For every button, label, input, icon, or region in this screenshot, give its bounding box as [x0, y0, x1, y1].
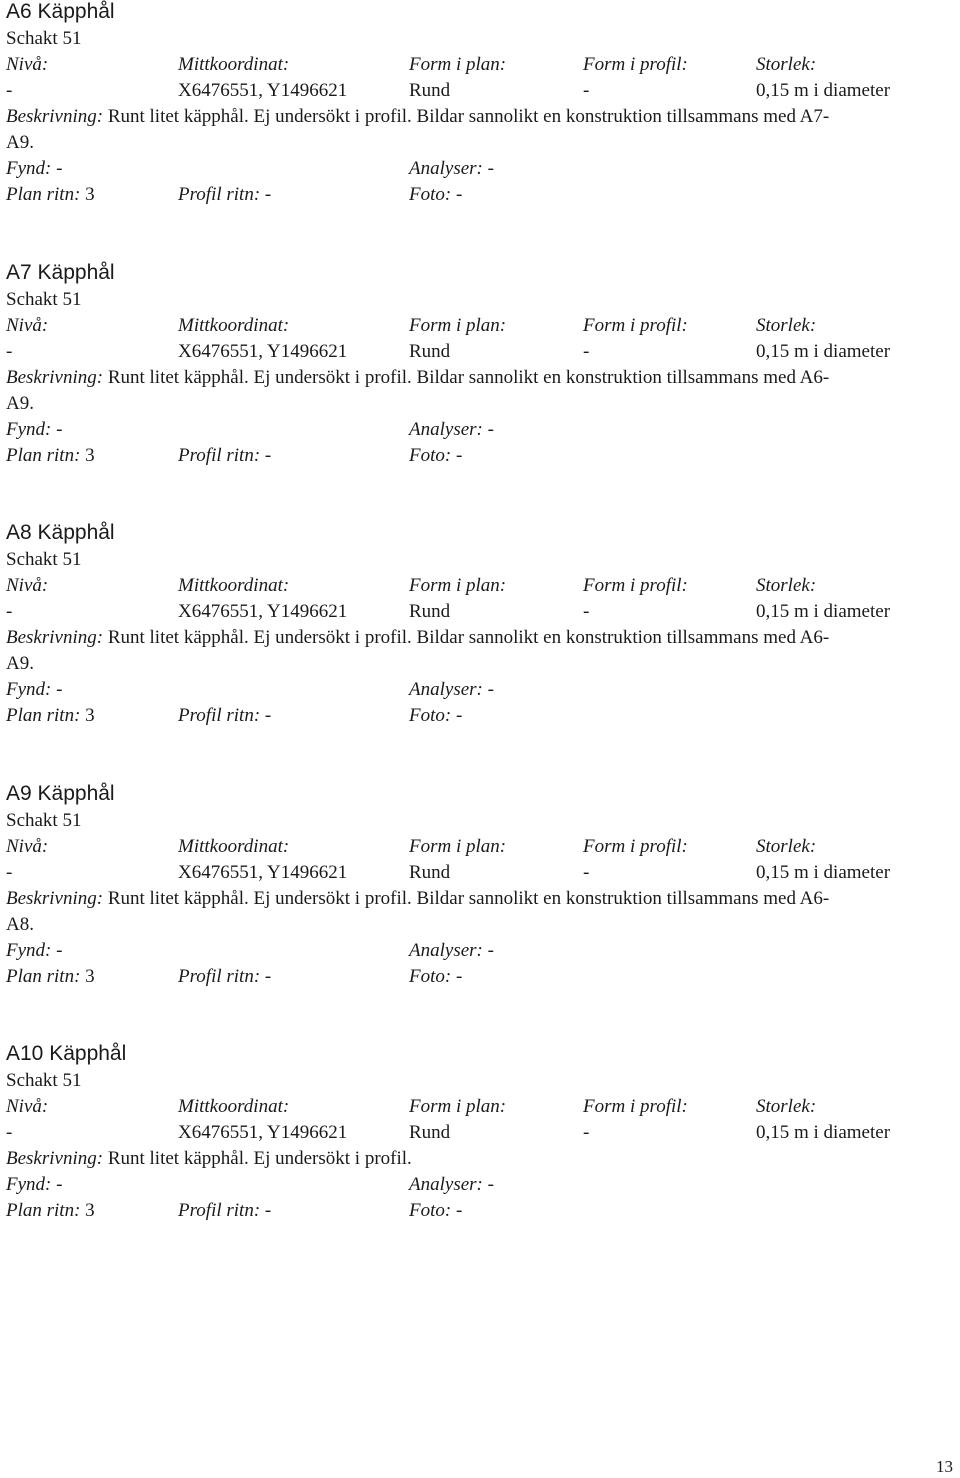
plan-drawing-field [6, 964, 95, 990]
description-text: Runt litet käpphål. Ej undersökt i profil. Bildar sannolikt en konstruktion tillsammans med A6- [107, 627, 830, 648]
profile-form-label: Form i profil: [583, 575, 688, 596]
coordinate-label: Mittkoordinat: [178, 836, 290, 857]
description-text: Runt litet käpphål. Ej undersökt i profil. Bildar sannolikt en konstruktion tillsammans med A7- [107, 106, 830, 127]
profile-drawing-field [178, 1198, 271, 1224]
description-continuation [6, 130, 34, 156]
profile-drawing-value: - [264, 705, 272, 726]
photo-field [409, 964, 462, 990]
finds-value: - [56, 1174, 63, 1195]
photo-label: Foto: [409, 184, 452, 205]
size-value: 0,15 m i diameter [756, 862, 891, 883]
analyses-value: - [487, 940, 494, 961]
plan-drawing-label: Plan ritn: [6, 1200, 81, 1221]
level-label: Nivå: [6, 1096, 49, 1117]
coordinate-value: X6476551, Y1496621 [178, 341, 348, 362]
analyses-field [409, 677, 494, 703]
size-value: 0,15 m i diameter [756, 1122, 891, 1143]
finds-field [6, 938, 62, 964]
profile-drawing-value: - [264, 445, 272, 466]
finds-label: Fynd: [6, 679, 52, 700]
profile-drawing-label: Profil ritn: [178, 1200, 261, 1221]
description-label: Beskrivning: [6, 106, 104, 127]
plan-form-label: Form i plan: [409, 575, 507, 596]
level-value: - [6, 862, 13, 883]
finds-field [6, 677, 62, 703]
coordinate-label: Mittkoordinat: [178, 315, 290, 336]
trench-label: Schakt 51 [6, 549, 82, 570]
level-value: - [6, 341, 13, 362]
trench-line [6, 547, 81, 573]
plan-drawing-field [6, 1198, 95, 1224]
plan-drawing-label: Plan ritn: [6, 966, 81, 987]
photo-value: - [455, 445, 463, 466]
feature-title: A9 Käpphål [6, 782, 115, 805]
feature-title: A8 Käpphål [6, 521, 115, 544]
profile-drawing-value: - [264, 1200, 272, 1221]
description-continuation [6, 912, 34, 938]
coordinate-value: X6476551, Y1496621 [178, 1122, 348, 1143]
profile-form-value: - [583, 80, 590, 101]
profile-drawing-label: Profil ritn: [178, 966, 261, 987]
profile-drawing-label: Profil ritn: [178, 705, 261, 726]
plan-form-value: Rund [409, 601, 451, 622]
coordinate-value: X6476551, Y1496621 [178, 80, 348, 101]
size-label: Storlek: [756, 575, 817, 596]
analyses-field [409, 938, 494, 964]
trench-line [6, 287, 81, 313]
coordinate-label: Mittkoordinat: [178, 575, 290, 596]
profile-drawing-field [178, 964, 271, 990]
description-label: Beskrivning: [6, 627, 104, 648]
size-value: 0,15 m i diameter [756, 80, 891, 101]
plan-form-value: Rund [409, 1122, 451, 1143]
size-label: Storlek: [756, 315, 817, 336]
analyses-label: Analyser: [409, 1174, 483, 1195]
description-line [6, 886, 829, 912]
trench-label: Schakt 51 [6, 810, 82, 831]
size-value: 0,15 m i diameter [756, 601, 891, 622]
level-value: - [6, 601, 13, 622]
analyses-label: Analyser: [409, 158, 483, 179]
photo-value: - [455, 1200, 463, 1221]
description-line [6, 365, 829, 391]
photo-value: - [455, 966, 463, 987]
trench-label: Schakt 51 [6, 289, 82, 310]
analyses-label: Analyser: [409, 419, 483, 440]
photo-field [409, 703, 462, 729]
plan-form-label: Form i plan: [409, 1096, 507, 1117]
plan-drawing-label: Plan ritn: [6, 705, 81, 726]
description-line [6, 1146, 412, 1172]
plan-drawing-value: 3 [85, 1200, 95, 1221]
description-text-continued: A9. [6, 393, 34, 414]
profile-drawing-value: - [264, 184, 272, 205]
page-number: 13 [936, 1457, 953, 1476]
plan-form-value: Rund [409, 80, 451, 101]
finds-label: Fynd: [6, 940, 52, 961]
trench-label: Schakt 51 [6, 28, 82, 49]
plan-form-value: Rund [409, 341, 451, 362]
analyses-value: - [487, 158, 494, 179]
plan-form-label: Form i plan: [409, 54, 507, 75]
analyses-value: - [487, 1174, 494, 1195]
plan-form-label: Form i plan: [409, 836, 507, 857]
profile-form-label: Form i profil: [583, 315, 688, 336]
profile-form-value: - [583, 1122, 590, 1143]
finds-value: - [56, 679, 63, 700]
profile-form-label: Form i profil: [583, 836, 688, 857]
description-continuation [6, 651, 34, 677]
profile-drawing-field [178, 443, 271, 469]
feature-title: A10 Käpphål [6, 1042, 127, 1065]
analyses-field [409, 417, 494, 443]
coordinate-value: X6476551, Y1496621 [178, 862, 348, 883]
finds-field [6, 156, 62, 182]
coordinate-value: X6476551, Y1496621 [178, 601, 348, 622]
photo-label: Foto: [409, 1200, 452, 1221]
profile-drawing-field [178, 182, 271, 208]
description-text-continued: A9. [6, 132, 34, 153]
finds-label: Fynd: [6, 158, 52, 179]
profile-form-value: - [583, 601, 590, 622]
photo-field [409, 443, 462, 469]
plan-drawing-label: Plan ritn: [6, 184, 81, 205]
description-text-continued: A8. [6, 914, 34, 935]
plan-form-value: Rund [409, 862, 451, 883]
size-label: Storlek: [756, 836, 817, 857]
profile-form-value: - [583, 341, 590, 362]
description-label: Beskrivning: [6, 1148, 104, 1169]
trench-label: Schakt 51 [6, 1070, 82, 1091]
size-value: 0,15 m i diameter [756, 341, 891, 362]
photo-field [409, 1198, 462, 1224]
plan-drawing-value: 3 [85, 705, 95, 726]
plan-drawing-field [6, 182, 95, 208]
profile-drawing-value: - [264, 966, 272, 987]
analyses-label: Analyser: [409, 679, 483, 700]
finds-value: - [56, 158, 63, 179]
finds-label: Fynd: [6, 1174, 52, 1195]
analyses-value: - [487, 679, 494, 700]
finds-value: - [56, 419, 63, 440]
description-text-continued: A9. [6, 653, 34, 674]
photo-label: Foto: [409, 445, 452, 466]
analyses-field [409, 1172, 494, 1198]
level-value: - [6, 1122, 13, 1143]
level-label: Nivå: [6, 54, 49, 75]
feature-title: A7 Käpphål [6, 261, 115, 284]
plan-drawing-field [6, 703, 95, 729]
finds-field [6, 1172, 62, 1198]
plan-drawing-value: 3 [85, 966, 95, 987]
trench-line [6, 26, 81, 52]
description-label: Beskrivning: [6, 367, 104, 388]
profile-form-label: Form i profil: [583, 1096, 688, 1117]
description-label: Beskrivning: [6, 888, 104, 909]
photo-label: Foto: [409, 705, 452, 726]
photo-label: Foto: [409, 966, 452, 987]
description-continuation [6, 391, 34, 417]
analyses-field [409, 156, 494, 182]
description-text: Runt litet käpphål. Ej undersökt i profil. [107, 1148, 412, 1169]
profile-form-value: - [583, 862, 590, 883]
description-text: Runt litet käpphål. Ej undersökt i profil. Bildar sannolikt en konstruktion tillsammans med A6- [107, 367, 830, 388]
trench-line [6, 1068, 81, 1094]
analyses-label: Analyser: [409, 940, 483, 961]
plan-drawing-label: Plan ritn: [6, 445, 81, 466]
coordinate-label: Mittkoordinat: [178, 1096, 290, 1117]
description-text: Runt litet käpphål. Ej undersökt i profil. Bildar sannolikt en konstruktion tillsammans med A6- [107, 888, 830, 909]
level-label: Nivå: [6, 575, 49, 596]
finds-value: - [56, 940, 63, 961]
size-label: Storlek: [756, 54, 817, 75]
feature-title: A6 Käpphål [6, 0, 115, 23]
description-line [6, 104, 829, 130]
photo-value: - [455, 184, 463, 205]
finds-field [6, 417, 62, 443]
photo-value: - [455, 705, 463, 726]
plan-form-label: Form i plan: [409, 315, 507, 336]
profile-form-label: Form i profil: [583, 54, 688, 75]
finds-label: Fynd: [6, 419, 52, 440]
photo-field [409, 182, 462, 208]
level-label: Nivå: [6, 836, 49, 857]
size-label: Storlek: [756, 1096, 817, 1117]
plan-drawing-field [6, 443, 95, 469]
level-label: Nivå: [6, 315, 49, 336]
level-value: - [6, 80, 13, 101]
profile-drawing-label: Profil ritn: [178, 184, 261, 205]
plan-drawing-value: 3 [85, 184, 95, 205]
description-line [6, 625, 829, 651]
plan-drawing-value: 3 [85, 445, 95, 466]
profile-drawing-field [178, 703, 271, 729]
coordinate-label: Mittkoordinat: [178, 54, 290, 75]
analyses-value: - [487, 419, 494, 440]
profile-drawing-label: Profil ritn: [178, 445, 261, 466]
trench-line [6, 808, 81, 834]
